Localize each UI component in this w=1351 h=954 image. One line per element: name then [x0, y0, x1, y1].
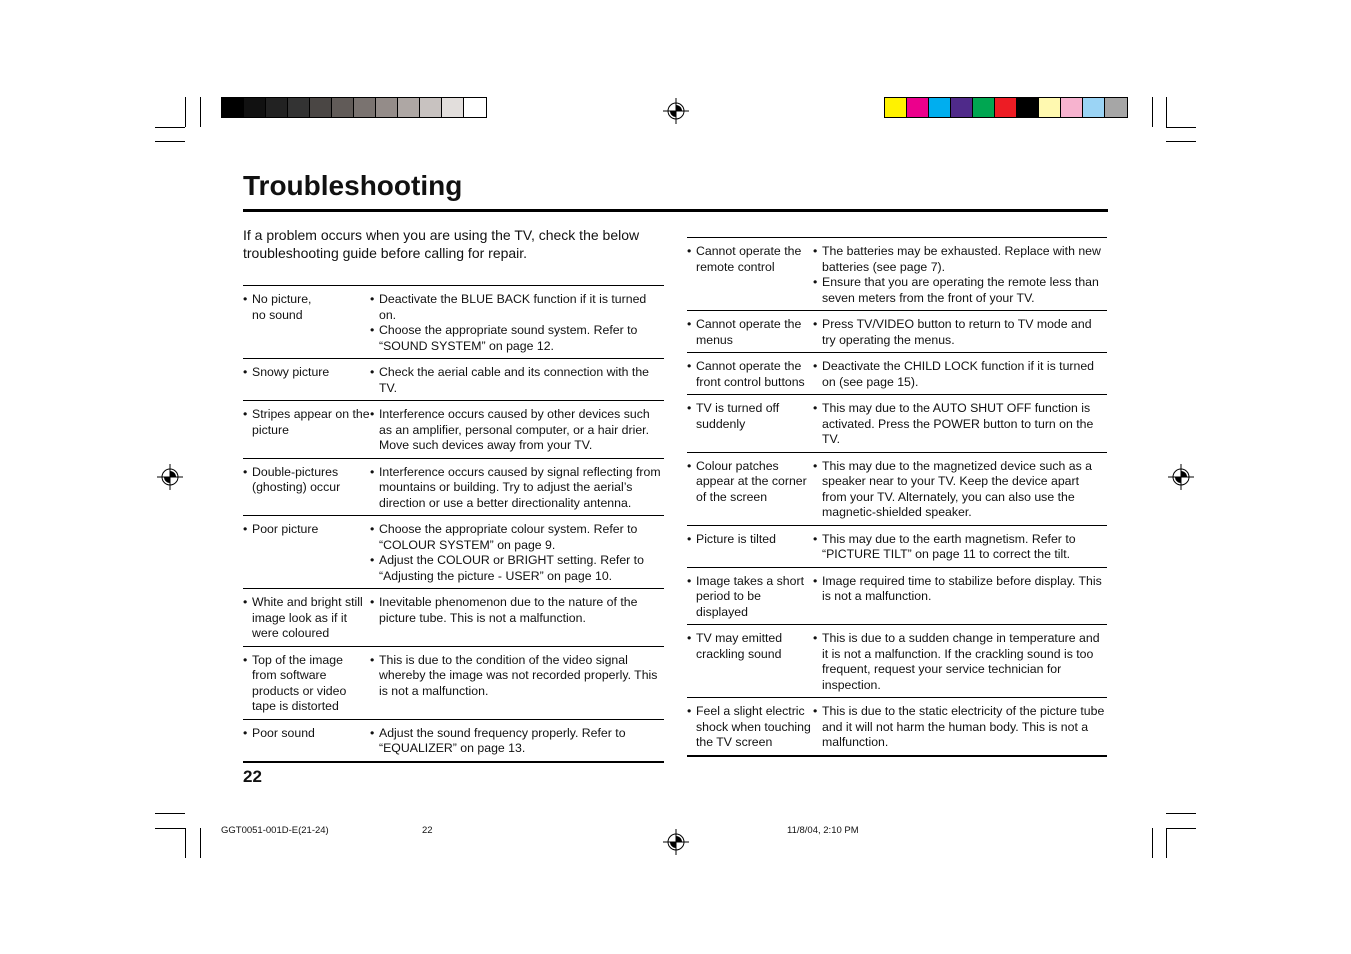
solution-text: This may due to the earth magnetism. Refer to “PICTURE TILT” on page 11 to correct the tilt. — [822, 531, 1076, 561]
crop-mark — [1152, 97, 1153, 127]
solution-text: Check the aerial cable and its connection with the TV. — [379, 365, 650, 395]
problem-cell — [243, 401, 370, 459]
table-row — [687, 625, 1107, 698]
problem-cell — [687, 698, 813, 756]
footer-sheet-page: 22 — [422, 825, 433, 836]
solution-item — [370, 522, 664, 553]
crop-mark — [200, 97, 201, 127]
table-row — [243, 359, 664, 401]
problem-cell — [687, 625, 813, 698]
bullet: • — [813, 359, 818, 373]
bullet: • — [813, 458, 818, 473]
solution-text: Adjust the sound frequency properly. Refer to “EQUALIZER” on page 13. — [379, 725, 626, 755]
problem-cell — [243, 516, 370, 589]
bullet: • — [813, 244, 818, 258]
crop-mark — [200, 828, 201, 858]
table-row — [687, 567, 1107, 625]
registration-target-icon — [1168, 464, 1194, 490]
crop-mark — [1166, 141, 1196, 142]
problem-cell — [687, 238, 813, 311]
problem-cell — [243, 719, 370, 762]
solution-cell — [370, 359, 664, 401]
solution-item — [813, 532, 1107, 563]
color-swatch — [1017, 98, 1039, 117]
solution-cell — [813, 395, 1107, 453]
problem-text: Stripes appear on the picture — [252, 407, 370, 437]
problem-text: Poor sound — [252, 725, 315, 740]
problem-text: Snowy picture — [252, 365, 330, 379]
color-swatch-bar — [884, 97, 1128, 118]
problem-text: Image takes a short period to be displayed — [696, 573, 804, 619]
solution-cell — [370, 401, 664, 459]
solution-item — [813, 459, 1107, 521]
solution-text: The batteries may be exhausted. Replace with new batteries (see page 7). — [822, 244, 1101, 274]
bullet: • — [813, 704, 818, 718]
problem-text: TV may emitted crackling sound — [696, 631, 783, 661]
bullet: • — [687, 244, 692, 258]
solution-item — [813, 704, 1107, 751]
crop-mark — [155, 127, 185, 128]
solution-cell — [370, 719, 664, 762]
grayscale-swatch — [398, 98, 420, 117]
solution-text: Choose the appropriate colour system. Refer to “COLOUR SYSTEM” on page 9. — [379, 522, 638, 552]
bullet: • — [370, 595, 375, 609]
grayscale-swatch — [288, 98, 310, 117]
table-row — [243, 719, 664, 762]
problem-cell — [687, 395, 813, 453]
problem-text: Double-pictures (ghosting) occur — [252, 464, 341, 494]
table-row — [243, 458, 664, 516]
bullet: • — [687, 531, 692, 546]
grayscale-swatch — [420, 98, 442, 117]
color-swatch — [951, 98, 973, 117]
problem-text: Cannot operate the front control buttons — [696, 359, 805, 389]
solution-text: Image required time to stabilize before display. This is not a malfunction. — [822, 573, 1102, 603]
solution-cell — [370, 589, 664, 647]
color-swatch — [995, 98, 1017, 117]
title-rule — [243, 209, 1108, 212]
solution-item — [370, 726, 664, 757]
troubleshooting-table-right — [687, 237, 1107, 757]
bullet: • — [687, 573, 692, 588]
solution-item — [813, 359, 1107, 390]
grayscale-swatch-bar — [221, 97, 487, 118]
table-row — [687, 395, 1107, 453]
bullet: • — [370, 522, 375, 536]
bullet: • — [370, 553, 375, 567]
solution-text: Inevitable phenomenon due to the nature of the picture tube. This is not a malfunction. — [379, 595, 638, 625]
bullet: • — [813, 401, 818, 415]
bullet: • — [243, 725, 248, 740]
bullet: • — [243, 522, 248, 536]
color-swatch — [885, 98, 907, 117]
grayscale-swatch — [464, 98, 486, 117]
problem-text: TV is turned off suddenly — [696, 401, 780, 431]
color-swatch — [929, 98, 951, 117]
solution-cell — [813, 353, 1107, 395]
problem-text: White and bright still image look as if it were coloured — [252, 595, 363, 640]
solution-text: Interference occurs caused by signal reflecting from mountains or building. Try to adjust the aerial’s direction or use a better directionality antenna. — [379, 464, 661, 510]
solution-item — [370, 323, 664, 354]
bullet: • — [687, 458, 692, 473]
solution-text: Choose the appropriate sound system. Refer to “SOUND SYSTEM” on page 12. — [379, 323, 638, 353]
solution-text: Deactivate the CHILD LOCK function if it is turned on (see page 15). — [822, 359, 1095, 389]
solution-text: This is due to the static electricity of the picture tube and it will not harm the human body. This is not a malfunction. — [822, 704, 1105, 749]
registration-target-icon — [663, 829, 689, 855]
solution-item — [813, 401, 1107, 448]
solution-cell — [370, 516, 664, 589]
table-row — [687, 452, 1107, 525]
table-row — [687, 238, 1107, 311]
grayscale-swatch — [376, 98, 398, 117]
bullet: • — [243, 407, 248, 421]
problem-text: Top of the image from software products or video tape is distorted — [252, 652, 347, 713]
problem-cell — [687, 567, 813, 625]
bullet: • — [813, 531, 818, 546]
grayscale-swatch — [442, 98, 464, 117]
registration-target-icon — [663, 98, 689, 124]
problem-text: no sound — [252, 307, 303, 322]
problem-cell — [243, 286, 370, 359]
solution-item — [370, 292, 664, 323]
problem-cell — [687, 525, 813, 567]
bullet: • — [243, 292, 248, 306]
solution-cell — [813, 525, 1107, 567]
table-row — [243, 589, 664, 647]
table-row — [687, 525, 1107, 567]
problem-text: Poor picture — [252, 522, 319, 536]
problem-cell — [687, 353, 813, 395]
grayscale-swatch — [332, 98, 354, 117]
registration-target-icon — [157, 464, 183, 490]
footer-timestamp: 11/8/04, 2:10 PM — [787, 825, 859, 836]
footer-job-code: GGT0051-001D-E(21-24) — [221, 825, 329, 836]
page-number: 22 — [243, 767, 262, 786]
problem-text: Feel a slight electric shock when touching the TV screen — [696, 704, 811, 749]
color-swatch — [1105, 98, 1127, 117]
solution-cell — [370, 458, 664, 516]
solution-cell — [813, 567, 1107, 625]
crop-mark — [1166, 813, 1196, 814]
bullet: • — [370, 292, 375, 306]
crop-mark — [1152, 828, 1153, 858]
bullet: • — [243, 595, 248, 609]
problem-cell — [243, 458, 370, 516]
solution-item — [370, 365, 664, 396]
bullet: • — [687, 401, 692, 415]
solution-text: Adjust the COLOUR or BRIGHT setting. Refer to “Adjusting the picture - USER” on page 10. — [379, 553, 644, 583]
crop-mark — [155, 813, 185, 814]
intro-paragraph: If a problem occurs when you are using the TV, check the below troubleshooting guide before calling for repair. — [243, 227, 640, 261]
bullet: • — [243, 464, 248, 479]
grayscale-swatch — [244, 98, 266, 117]
problem-cell — [243, 589, 370, 647]
color-swatch — [1039, 98, 1061, 117]
solution-item — [813, 317, 1107, 348]
solution-item — [813, 574, 1107, 605]
grayscale-swatch — [310, 98, 332, 117]
solution-item — [370, 553, 664, 584]
table-row — [243, 646, 664, 719]
bullet: • — [370, 725, 375, 740]
crop-mark — [155, 828, 185, 829]
bullet: • — [813, 573, 818, 588]
bullet: • — [243, 652, 248, 667]
problem-cell — [243, 646, 370, 719]
bullet: • — [687, 317, 692, 331]
solution-text: Interference occurs caused by other devices such as an amplifier, personal computer, or a hair drier. Move such devices away from your TV. — [379, 407, 650, 452]
solution-cell — [813, 311, 1107, 353]
table-row — [243, 516, 664, 589]
bullet: • — [813, 317, 818, 331]
solution-item — [813, 631, 1107, 693]
solution-item — [813, 275, 1107, 306]
color-swatch — [973, 98, 995, 117]
problem-text: No picture, — [252, 292, 312, 306]
problem-cell — [687, 311, 813, 353]
solution-cell — [370, 286, 664, 359]
solution-cell — [813, 698, 1107, 756]
bullet: • — [370, 323, 375, 337]
color-swatch — [1061, 98, 1083, 117]
table-row — [687, 353, 1107, 395]
table-row — [687, 311, 1107, 353]
page-title: Troubleshooting — [243, 170, 463, 201]
solution-cell — [813, 238, 1107, 311]
bullet: • — [687, 359, 692, 373]
problem-text: Picture is tilted — [696, 531, 776, 546]
color-swatch — [1083, 98, 1105, 117]
troubleshooting-table-left — [243, 285, 664, 763]
bullet: • — [370, 464, 375, 479]
solution-text: This may due to the AUTO SHUT OFF function is activated. Press the POWER button to turn on the TV. — [822, 401, 1094, 446]
crop-mark — [185, 828, 186, 858]
solution-cell — [813, 625, 1107, 698]
solution-text: This may due to the magnetized device such as a speaker near to your TV. Keep the device apart from your TV. Alternately, you can also use the magnetic-shielded speaker. — [822, 458, 1092, 519]
crop-mark — [1166, 97, 1167, 127]
solution-item — [370, 465, 664, 512]
grayscale-swatch — [354, 98, 376, 117]
solution-item — [370, 653, 664, 700]
crop-mark — [1166, 127, 1196, 128]
bullet: • — [370, 652, 375, 667]
crop-mark — [185, 97, 186, 127]
problem-text: Cannot operate the remote control — [696, 244, 802, 274]
grayscale-swatch — [222, 98, 244, 117]
table-row — [687, 698, 1107, 756]
solution-text: This is due to the condition of the video signal whereby the image was not recorded properly. This is not a malfunction. — [379, 652, 658, 698]
crop-mark — [155, 141, 185, 142]
solution-text: This is due to a sudden change in temperature and it is not a malfunction. If the crackling sound is too frequent, request your service technician for inspection. — [822, 631, 1100, 692]
solution-item — [370, 595, 664, 626]
problem-cell — [687, 452, 813, 525]
solution-text: Deactivate the BLUE BACK function if it is turned on. — [379, 292, 647, 322]
crop-mark — [1166, 828, 1196, 829]
solution-item — [813, 244, 1107, 275]
problem-text: Cannot operate the menus — [696, 317, 802, 347]
bullet: • — [687, 631, 692, 645]
bullet: • — [370, 407, 375, 421]
problem-cell — [243, 359, 370, 401]
solution-text: Ensure that you are operating the remote less than seven meters from the front of your TV. — [822, 275, 1099, 305]
bullet: • — [813, 275, 818, 289]
grayscale-swatch — [266, 98, 288, 117]
solution-text: Press TV/VIDEO button to return to TV mode and try operating the menus. — [822, 317, 1092, 347]
solution-cell — [370, 646, 664, 719]
color-swatch — [907, 98, 929, 117]
table-row — [243, 286, 664, 359]
solution-item — [370, 407, 664, 454]
problem-text: Colour patches appear at the corner of the screen — [696, 458, 807, 504]
bullet: • — [687, 704, 692, 718]
table-row — [243, 401, 664, 459]
solution-cell — [813, 452, 1107, 525]
crop-mark — [1166, 828, 1167, 858]
bullet: • — [243, 365, 248, 379]
bullet: • — [813, 631, 818, 645]
bullet: • — [370, 365, 375, 379]
